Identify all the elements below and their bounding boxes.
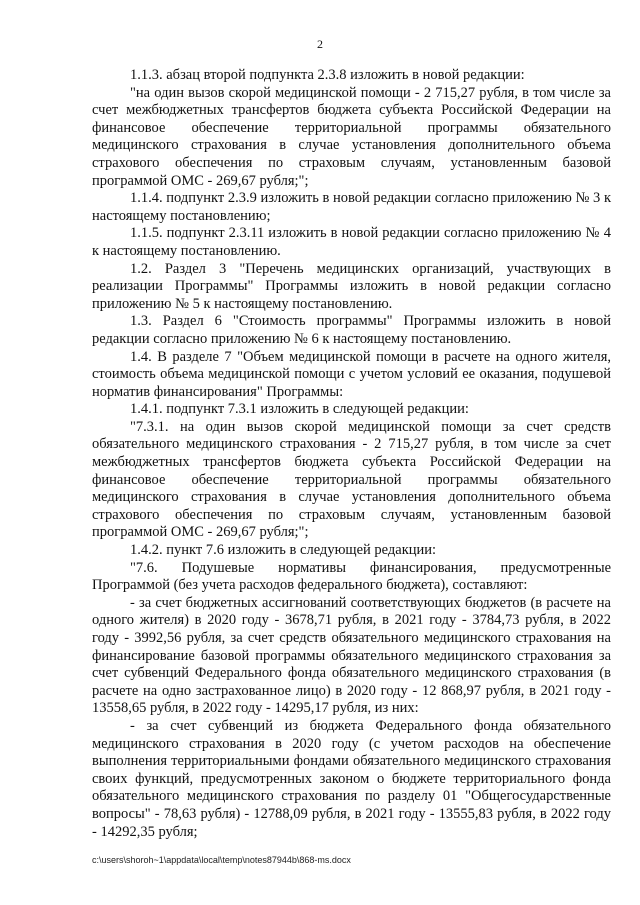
- paragraph-1-1-5: 1.1.5. подпункт 2.3.11 изложить в новой редакции согласно приложению № 4 к настоящему постановлению.: [92, 225, 611, 259]
- paragraph-budget-allocations: - за счет бюджетных ассигнований соответствующих бюджетов (в расчете на одного жителя) в 2020 году - 3678,71 рубля, в 2021 году - 3784,73 рубля, в 2022 году - 3992,56 рубля, за счет средств обязательного медицинского страхования на финансирование базовой программы обязательного медицинского страхования за счет субвенций Федерального фонда обязательного медицинского страхования (в расчете на одно застрахованное лицо) в 2020 году - 12 868,97 рубля, в 2021 году - 13558,65 рубля, в 2022 году - 14295,17 рубля, из них:: [92, 594, 611, 717]
- paragraph-quote-7-6: "7.6. Подушевые нормативы финансирования, предусмотренные Программой (без учета расходов федерального бюджета), составляют:: [92, 559, 611, 594]
- paragraph-1-4: 1.4. В разделе 7 "Объем медицинской помощи в расчете на одного жителя, стоимость объема медицинской помощи с учетом условий ее оказания, подушевой норматив финансирования" Программы:: [92, 348, 611, 400]
- paragraph-1-1-3: 1.1.3. абзац второй подпункта 2.3.8 изложить в новой редакции:: [130, 67, 525, 83]
- document-body: [92, 67, 611, 841]
- footer-file-path: c:\users\shoroh~1\appdata\local\temp\notes87944b\868-ms.docx: [92, 855, 351, 865]
- paragraph-1-4-2: 1.4.2. пункт 7.6 изложить в следующей редакции:: [130, 542, 437, 559]
- paragraph-1-4-1: 1.4.1. подпункт 7.3.1 изложить в следующей редакции:: [130, 401, 469, 418]
- paragraph-1-3: 1.3. Раздел 6 "Стоимость программы" Программы изложить в новой редакции согласно приложению № 6 к настоящему постановлению.: [92, 313, 611, 347]
- paragraph-quote-7-3-1: "7.3.1. на один вызов скорой медицинской помощи за счет средств обязательного медицинского страхования - 2 715,27 рубля, в том числе за счет межбюджетных трансфертов бюджета субъекта Российской Федерации на финансовое обеспечение территориальной программы обязательного медицинского страхования в случае установления дополнительного объема страхового обеспечения по страховым случаям, установленным базовой программой ОМС - 269,67 рубля;";: [92, 418, 611, 541]
- page-number: 2: [317, 37, 323, 51]
- paragraph-1-2: 1.2. Раздел 3 "Перечень медицинских организаций, участвующих в реализации Программы" Программы изложить в новой редакции согласно приложению № 5 к настоящему постановлению.: [92, 260, 611, 312]
- paragraph-1-1-4: 1.1.4. подпункт 2.3.9 изложить в новой редакции согласно приложению № 3 к настоящему постановлению;: [92, 190, 611, 224]
- paragraph-federal-subventions: - за счет субвенций из бюджета Федерального фонда обязательного медицинского страхования в 2020 году (с учетом расходов на обеспечение выполнения территориальными фондами обязательного медицинского страхования своих функций, предусмотренных законом о бюджете территориального фонда обязательного медицинского страхования по разделу 01 "Общегосударственные вопросы" - 78,63 рубля) - 12788,09 рубля, в 2021 году - 13555,83 рубля, в 2022 году - 14292,35 рубля;: [92, 717, 611, 840]
- paragraph-quote-ambulance-call: "на один вызов скорой медицинской помощи - 2 715,27 рубля, в том числе за счет межбюджетных трансфертов бюджета субъекта Российской Федерации на финансовое обеспечение территориальной программы обязательного медицинского страхования в случае установления дополнительного объема страхового обеспечения по страховым случаям, установленным базовой программой ОМС - 269,67 рубля;";: [92, 84, 611, 189]
